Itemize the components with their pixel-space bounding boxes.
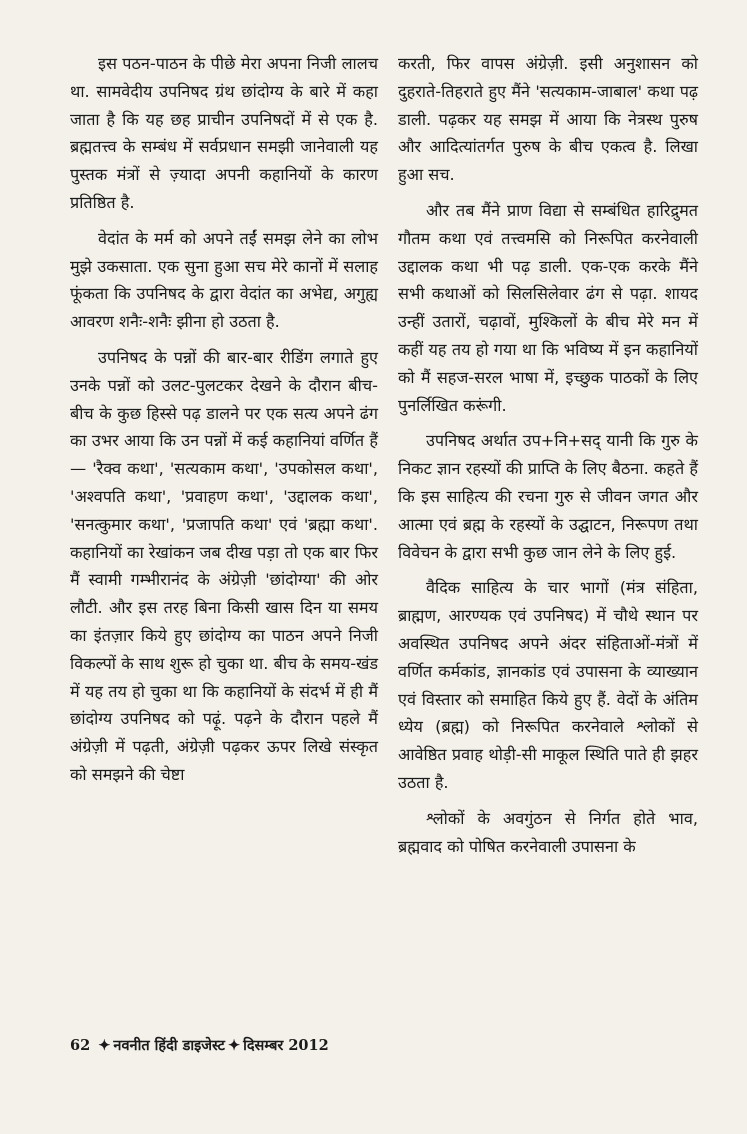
issue-year: 2012: [288, 1037, 329, 1054]
page-number: 62: [70, 1037, 91, 1054]
issue-month: दिसम्बर: [243, 1037, 284, 1054]
paragraph: वैदिक साहित्य के चार भागों (मंत्र संहिता, ब्राह्मण, आरण्यक एवं उपनिषद) में चौथे स्थान पर अवस्थित उपनिषद अपने अंदर संहिताओं-मंत्रों में वर्णित कर्मकांड, ज्ञानकांड एवं उपासना के व्याख्यान एवं विस्तार को समाहित किये हुए हैं. वेदों के अंतिम ध्येय (ब्रह्म) को निरूपित करनेवाले श्लोकों से आवेष्ठित प्रवाह थोड़ी-सी माकूल स्थिति पाते ही झहर उठता है.: [398, 578, 698, 792]
paragraph: उपनिषद के पन्नों की बार-बार रीडिंग लगाते हुए उनके पन्नों को उलट-पुलटकर देखने के दौरान बीच-बीच के कुछ हिस्से पढ़ डालने पर एक सत्य अपने ढंग का उभर आया कि उन पन्नों में कई कहानियां वर्णित हैं— 'रैक्व कथा', 'सत्यकाम कथा', 'उपकोसल कथा', 'अश्वपति कथा', 'प्रवाहण कथा', 'उद्दालक कथा', 'सनत्कुमार कथा', 'प्रजापति कथा' एवं 'ब्रह्मा कथा'. कहानियों का रेखांकन जब दीख पड़ा तो एक बार फिर मैं स्वामी गम्भीरानंद के अंग्रेज़ी 'छांदोग्या' की ओर लौटी. और इस तरह बिना किसी खास दिन या समय का इंतज़ार किये हुए छांदोग्य का पाठन अपने निजी विकल्पों के साथ शुरू हो चुका था. बीच के समय-खंड में यह तय हो चुका था कि कहानियों के संदर्भ में ही मैं छांदोग्य उपनिषद को पढ़ूं. पढ़ने के दौरान पहले मैं अंग्रेज़ी में पढ़ती, अंग्रेज़ी पढ़कर ऊपर लिखे संस्कृत को समझने की चेष्टा: [70, 347, 378, 784]
star-separator-icon: ✦: [227, 1037, 241, 1054]
right-column: [398, 50, 698, 868]
paragraph: श्लोकों के अवगुंठन से निर्गत होते भाव, ब्रह्मवाद को पोषित करनेवाली उपासना के: [398, 808, 698, 856]
left-column: [70, 50, 378, 797]
page-footer: [70, 1035, 329, 1055]
paragraph: वेदांत के मर्म को अपने तईं समझ लेने का लोभ मुझे उकसाता. एक सुना हुआ सच मेरे कानों में सलाह फूंकता कि उपनिषद के द्वारा वेदांत का अभेद्य, अगुह्य आवरण शनैः-शनैः झीना हो उठता है.: [70, 228, 378, 332]
magazine-name: नवनीत हिंदी डाइजेस्ट: [113, 1037, 225, 1054]
paragraph-continued: करती, फिर वापस अंग्रेज़ी. इसी अनुशासन को दुहराते-तिहराते हुए मैंने 'सत्यकाम-जाबाल' कथा पढ़ डाली. पढ़कर यह समझ में आया कि नेत्रस्थ पुरुष और आदित्यांतर्गत पुरुष के बीच एकत्व है. लिखा हुआ सच.: [398, 54, 698, 185]
paragraph: और तब मैंने प्राण विद्या से सम्बंधित हारिद्रुमत गौतम कथा एवं तत्त्वमसि को निरूपित करनेवाली उद्दालक कथा भी पढ़ डाली. एक-एक करके मैंने सभी कथाओं को सिलसिलेवार ढंग से पढ़ा. शायद उन्हीं उतारों, चढ़ावों, मुश्किलों के बीच मेरे मन में कहीं यह तय हो गया था कि भविष्य में इन कहानियों को मैं सहज-सरल भाषा में, इच्छुक पाठकों के लिए पुनर्लिखित करूंगी.: [398, 200, 698, 415]
paragraph: इस पठन-पाठन के पीछे मेरा अपना निजी लालच था. सामवेदीय उपनिषद ग्रंथ छांदोग्य के बारे में कहा जाता है कि यह छह प्राचीन उपनिषदों में से एक है. ब्रह्मतत्त्व के सम्बंध में सर्वप्रधान समझी जानेवाली यह पुस्तक मंत्रों से ज़्यादा अपनी कहानियों के कारण प्रतिष्ठित है.: [70, 54, 378, 212]
paragraph: उपनिषद अर्थात उप+नि+सद् यानी कि गुरु के निकट ज्ञान रहस्यों की प्राप्ति के लिए बैठना. कहते हैं कि इस साहित्य की रचना गुरु से जीवन जगत और आत्मा एवं ब्रह्म के रहस्यों के उद्घाटन, निरूपण तथा विवेचन के द्वारा सभी कुछ जान लेने के लिए हुई.: [398, 431, 698, 562]
star-separator-icon: ✦: [98, 1037, 111, 1054]
